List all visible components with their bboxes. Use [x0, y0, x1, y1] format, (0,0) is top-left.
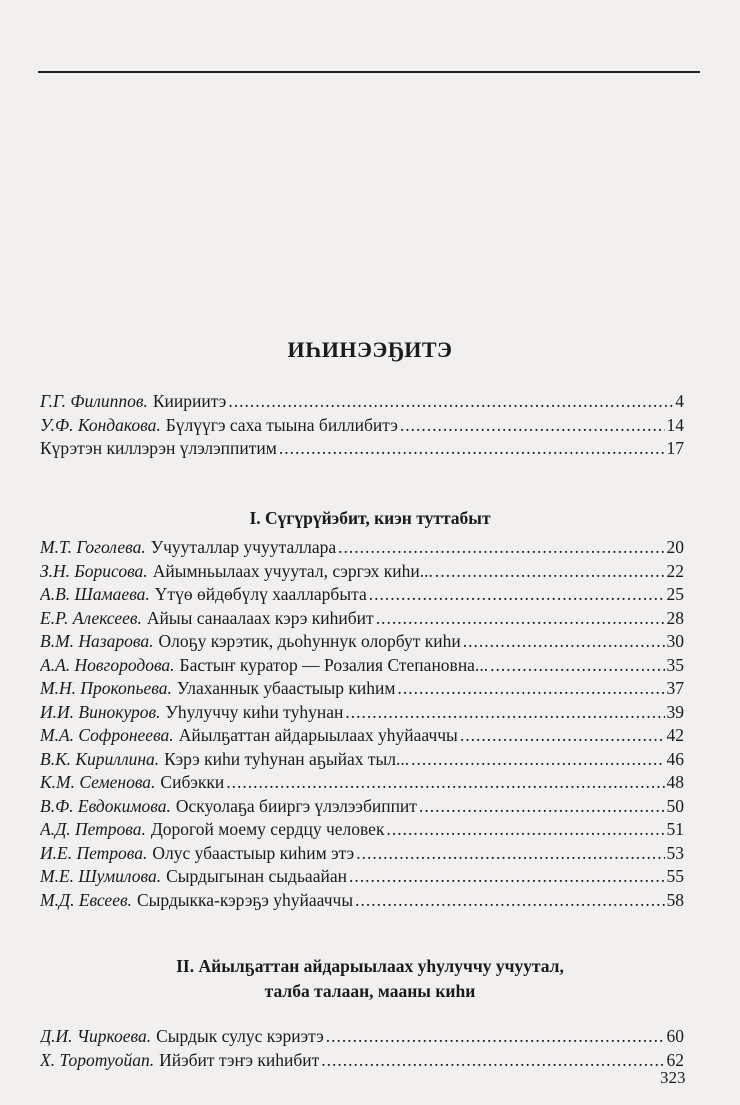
- entry-author: Д.И. Чиркоева.: [40, 1026, 152, 1046]
- toc-entry[interactable]: [40, 584, 684, 608]
- section-2-heading-line-2: талба талаан, мааны киһи: [264, 981, 476, 1001]
- entry-author: У.Ф. Кондакова.: [40, 414, 161, 435]
- entry-title: Сырдыкка-кэрэҕэ уһуйааччы: [136, 889, 354, 910]
- entry-author: А.А. Новгородова.: [40, 654, 175, 675]
- entry-page: 37: [666, 678, 684, 698]
- toc-entry[interactable]: [40, 702, 684, 726]
- entry-page: 39: [666, 701, 684, 722]
- entry-author: В.К. Кириллина.: [40, 748, 160, 769]
- entry-page: 4: [675, 391, 684, 411]
- entry-page: 42: [666, 725, 684, 745]
- leader-dots: [355, 890, 664, 911]
- page-number: 323: [660, 1068, 686, 1087]
- entry-author: М.Д. Евсеев.: [40, 889, 132, 910]
- leader-dots: [228, 391, 673, 412]
- entry-page: 14: [666, 414, 684, 435]
- toc-entry[interactable]: [40, 843, 684, 867]
- leader-dots: [411, 749, 664, 770]
- leader-dots: [338, 537, 664, 558]
- entry-author: М.А. Софронеева.: [40, 725, 174, 745]
- entry-author: Г.Г. Филиппов.: [40, 391, 148, 411]
- leader-dots: [345, 702, 664, 723]
- leader-dots: [376, 608, 665, 629]
- entry-title: Киириитэ: [152, 391, 227, 411]
- entry-page: 50: [666, 795, 684, 816]
- toc-entry[interactable]: [40, 537, 684, 561]
- entry-page: 48: [666, 772, 684, 792]
- toc-entry[interactable]: [40, 1050, 684, 1074]
- toc-entry[interactable]: [40, 866, 684, 890]
- entry-title: Күрэтэн киллэрэн үлэлэппитим: [40, 438, 277, 458]
- entry-title: Уһулуччу киһи туһунан: [165, 701, 344, 722]
- entry-title: Бастыҥ куратор — Розалия Степановна...: [179, 654, 489, 675]
- toc-entry[interactable]: [40, 725, 684, 749]
- leader-dots: [226, 772, 664, 793]
- toc-entry[interactable]: [40, 415, 684, 439]
- toc-entry[interactable]: [40, 631, 684, 655]
- leader-dots: [490, 655, 664, 676]
- intro-list: [40, 391, 684, 462]
- toc-entry[interactable]: [40, 438, 684, 462]
- leader-dots: [435, 561, 665, 582]
- leader-dots: [400, 415, 665, 436]
- entry-author: Х. Торотуойап.: [40, 1049, 155, 1070]
- entry-author: М.Н. Прокопьева.: [40, 678, 172, 698]
- entry-author: А.Д. Петрова.: [40, 819, 146, 839]
- toc-entry[interactable]: [40, 655, 684, 679]
- toc-entry[interactable]: [40, 890, 684, 914]
- header-rule: [38, 71, 700, 73]
- section-2-list: [40, 1026, 684, 1073]
- entry-title: Оскуолаҕа бииргэ үлэлээбиппит: [175, 795, 417, 816]
- entry-title: Улаханнык убаастыыр киһим: [176, 678, 396, 698]
- entry-title: Сырдык сулус кэриэтэ: [156, 1026, 324, 1046]
- entry-title: Бүлүүгэ саха тыына биллибитэ: [165, 414, 398, 435]
- entry-title: Олус убаастыыр киһим этэ: [152, 842, 355, 863]
- entry-author: И.И. Винокуров.: [40, 701, 161, 722]
- entry-title: Үтүө өйдөбүлү хаалларбыта: [154, 584, 367, 604]
- section-2-heading-line-1: II. Айылҕаттан айдарыылаах уһулуччу учуутал,: [176, 956, 564, 976]
- toc-entry[interactable]: [40, 608, 684, 632]
- entry-title: Дорогой моему сердцу человек: [150, 819, 385, 839]
- entry-author: Е.Р. Алексеев.: [40, 607, 142, 628]
- leader-dots: [326, 1026, 665, 1047]
- entry-author: И.Е. Петрова.: [40, 842, 148, 863]
- leader-dots: [386, 819, 664, 840]
- toc-entry[interactable]: [40, 561, 684, 585]
- entry-title: Ийэбит тэҥэ киһибит: [159, 1049, 320, 1070]
- toc-entry[interactable]: [40, 796, 684, 820]
- entry-page: 35: [666, 654, 684, 675]
- entry-title: Учууталлар учууталлара: [150, 537, 337, 557]
- entry-author: М.Т. Гоголева.: [40, 537, 146, 557]
- leader-dots: [349, 866, 665, 887]
- leader-dots: [356, 843, 664, 864]
- leader-dots: [460, 725, 665, 746]
- entry-title: Айылҕаттан айдарыылаах уһуйааччы: [178, 725, 458, 745]
- leader-dots: [279, 438, 665, 459]
- entry-page: 25: [666, 584, 684, 604]
- entry-title: Сырдыгынан сыдьаайан: [166, 866, 347, 886]
- section-1-heading: I. Сүгүрүйэбит, киэн туттабыт: [249, 508, 491, 528]
- entry-page: 55: [666, 866, 684, 886]
- entry-page: 53: [666, 842, 684, 863]
- entry-title: Кэрэ киһи туһунан аҕыйах тыл...: [164, 748, 410, 769]
- entry-author: В.М. Назарова.: [40, 631, 154, 651]
- entry-author: К.М. Семенова.: [40, 772, 156, 792]
- entry-title: Олоҕу кэрэтик, дьоһуннук олорбут киһи: [158, 631, 461, 651]
- entry-page: 60: [666, 1026, 684, 1046]
- leader-dots: [463, 631, 665, 652]
- section-1-list: [40, 537, 684, 913]
- toc-entry[interactable]: [40, 749, 684, 773]
- entry-page: 62: [666, 1049, 684, 1070]
- entry-title: Айымньылаах учуутал, сэргэх киһи...: [152, 560, 433, 581]
- entry-title: Сибэкки: [160, 772, 225, 792]
- leader-dots: [369, 584, 665, 605]
- entry-author: М.Е. Шумилова.: [40, 866, 162, 886]
- toc-entry[interactable]: [40, 678, 684, 702]
- toc-entry[interactable]: [40, 819, 684, 843]
- entry-page: 20: [666, 537, 684, 557]
- toc-entry[interactable]: [40, 1026, 684, 1050]
- entry-page: 17: [666, 438, 684, 458]
- entry-page: 58: [666, 889, 684, 910]
- toc-entry[interactable]: [40, 772, 684, 796]
- entry-author: А.В. Шамаева.: [40, 584, 150, 604]
- toc-entry[interactable]: [40, 391, 684, 415]
- entry-page: 28: [666, 607, 684, 628]
- entry-page: 22: [666, 560, 684, 581]
- entry-title: Айыы санаалаах кэрэ киһибит: [146, 607, 374, 628]
- entry-author: В.Ф. Евдокимова.: [40, 795, 171, 816]
- page-title: ИҺИНЭЭҔИТЭ: [287, 337, 453, 362]
- entry-page: 30: [666, 631, 684, 651]
- leader-dots: [397, 678, 664, 699]
- entry-page: 51: [666, 819, 684, 839]
- leader-dots: [321, 1050, 664, 1071]
- leader-dots: [419, 796, 665, 817]
- entry-author: З.Н. Борисова.: [40, 560, 148, 581]
- entry-page: 46: [666, 748, 684, 769]
